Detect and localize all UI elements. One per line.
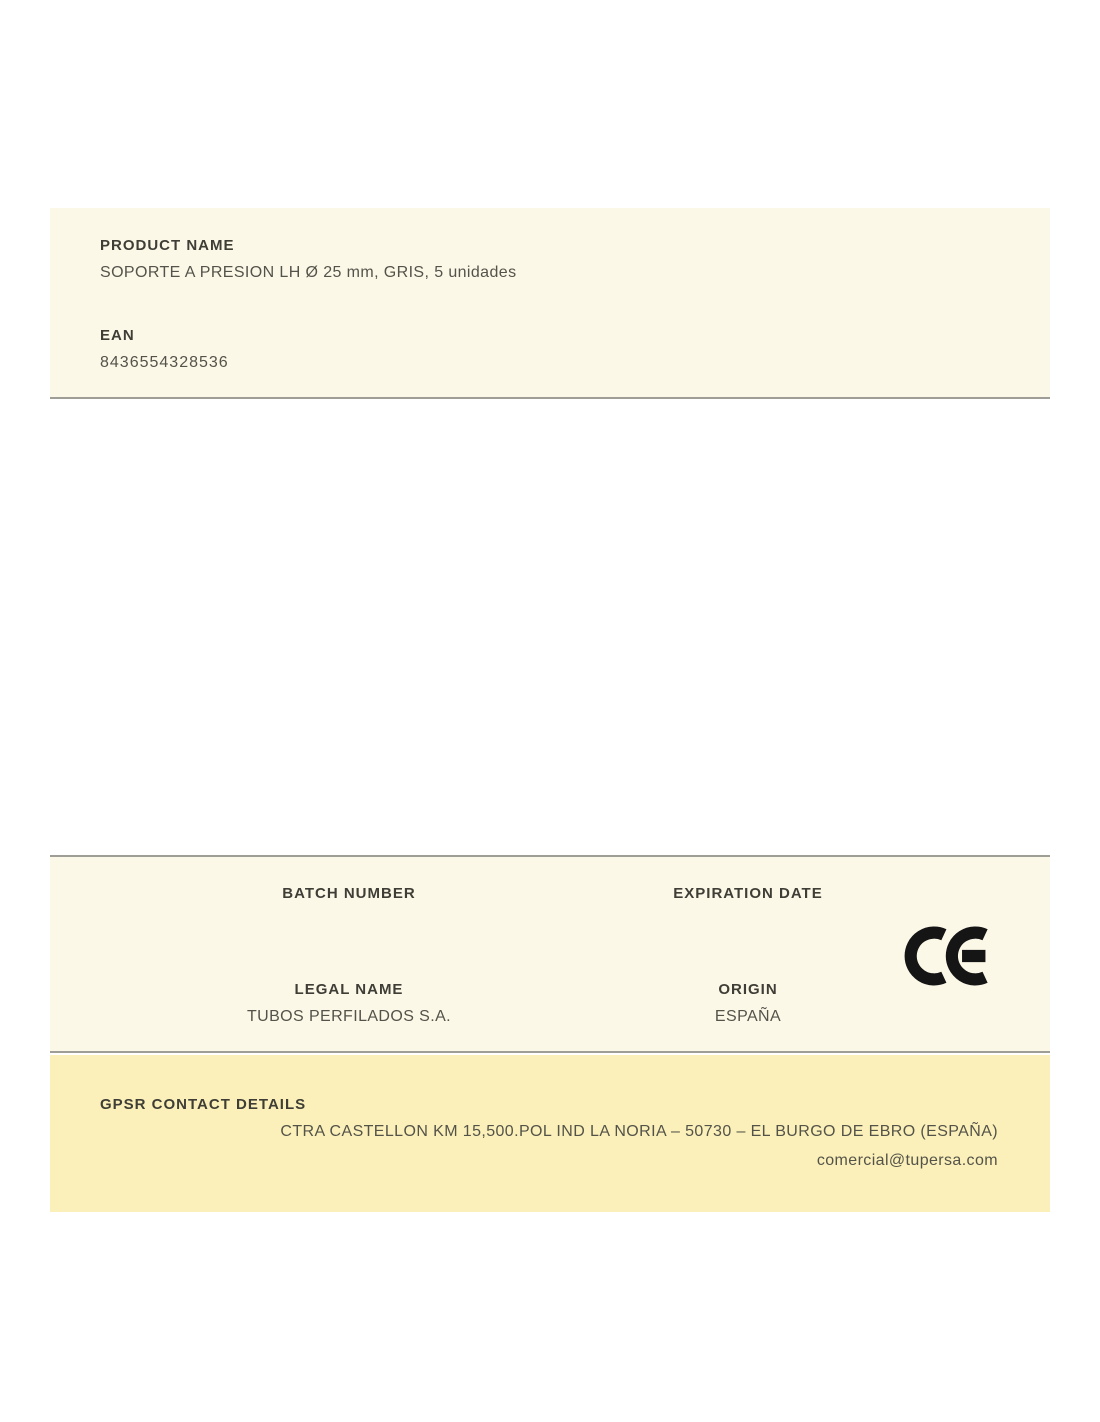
gpsr-contact-panel — [50, 1055, 1050, 1212]
traceability-panel — [50, 855, 1050, 1053]
gpsr-contact-heading: GPSR CONTACT DETAILS — [100, 1096, 307, 1113]
expiration-date-cell — [648, 884, 848, 932]
gpsr-email: comercial@tupersa.com — [816, 1152, 998, 1169]
origin-value: ESPAÑA — [714, 1008, 782, 1025]
gpsr-address: CTRA CASTELLON KM 15,500.POL IND LA NORIA – 50730 – EL BURGO DE EBRO (ESPAÑA) — [280, 1123, 998, 1140]
batch-number-cell — [50, 884, 648, 932]
origin-cell — [648, 980, 848, 1028]
legal-name-cell — [50, 980, 648, 1028]
ce-mark-icon — [904, 924, 992, 988]
product-info-panel — [50, 208, 1050, 399]
ean-value: 8436554328536 — [100, 354, 229, 371]
product-name-value: SOPORTE A PRESION LH Ø 25 mm, GRIS, 5 unidades — [100, 264, 517, 281]
legal-name-value: TUBOS PERFILADOS S.A. — [246, 1008, 451, 1025]
ean-label: EAN — [100, 327, 135, 344]
expiration-date-value — [648, 910, 848, 932]
legal-name-label: LEGAL NAME — [294, 981, 404, 998]
expiration-date-label: EXPIRATION DATE — [673, 885, 823, 902]
batch-number-label: BATCH NUMBER — [282, 885, 416, 902]
product-name-label: PRODUCT NAME — [100, 237, 235, 254]
origin-label: ORIGIN — [718, 981, 778, 998]
batch-number-value — [50, 910, 648, 932]
traceability-grid — [50, 857, 1050, 1028]
